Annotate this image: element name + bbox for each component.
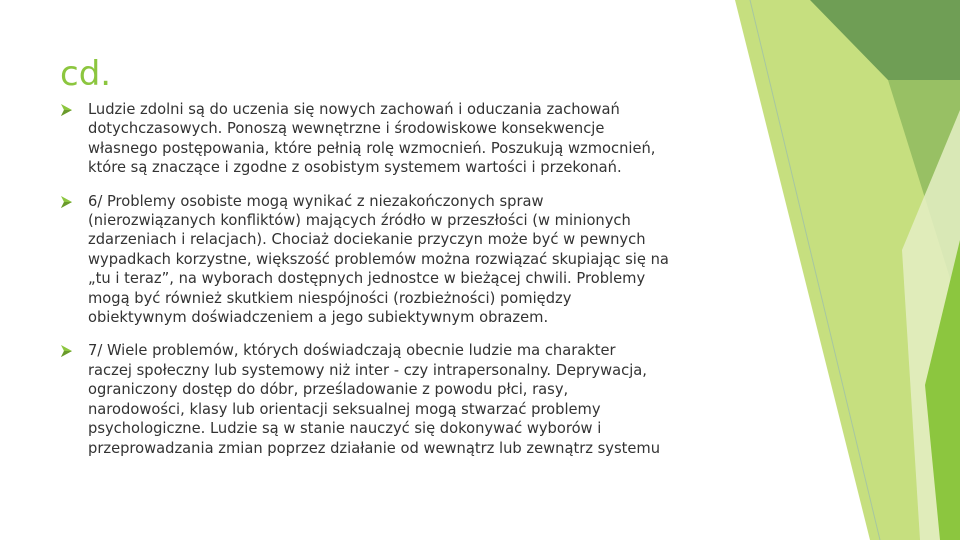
diamond-arrow-icon [60, 104, 72, 116]
bullet-text: 7/ Wiele problemów, których doświadczają obecnie ludzie ma charakter raczej społeczny lub systemowy niż inter - czy intrapersonalny. Deprywacja, ograniczony dostęp do dóbr, prześladowanie z powodu płci, rasy, narodowości, klasy lub orientacji seksualnej mogą stwarzać problemy psychologiczne. Ludzie są w stanie nauczyć się dokonywać wyborów i przeprowadzania zmian poprzez działanie od wewnątrz lub zewnątrz systemu [88, 342, 661, 457]
bullet-list [60, 100, 740, 458]
bullet-text: 6/ Problemy osobiste mogą wynikać z niezakończonych spraw (nierozwiązanych konfliktów) mających źródło w przeszłości (w minionych zdarzeniach i relacjach). Chociaż dociekanie przyczyn może być w pewnych wypadkach korzystne, większość problemów można rozwiązać skupiając się na „tu i teraz”, na wyborach dostępnych jednostce w bieżącej chwili. Problemy mogą być również skutkiem niespójności (rozbieżności) pomiędzy obiektywnym doświadczeniem a jego subiektywnym obrazem. [88, 192, 669, 327]
bullet-item [60, 100, 740, 178]
bullet-item [60, 341, 740, 457]
bullet-item [60, 192, 740, 328]
bullet-text: Ludzie zdolni są do uczenia się nowych zachowań i oduczania zachowań dotychczasowych. Ponoszą wewnętrzne i środowiskowe konsekwencje własnego postępowania, które pełnią rolę wzmocnień. Poszukują wzmocnień, które są znaczące i zgodne z osobistym systemem wartości i przekonań. [88, 101, 656, 177]
slide-title: cd. [60, 54, 112, 94]
diamond-arrow-icon [60, 345, 72, 357]
diamond-arrow-icon [60, 196, 72, 208]
